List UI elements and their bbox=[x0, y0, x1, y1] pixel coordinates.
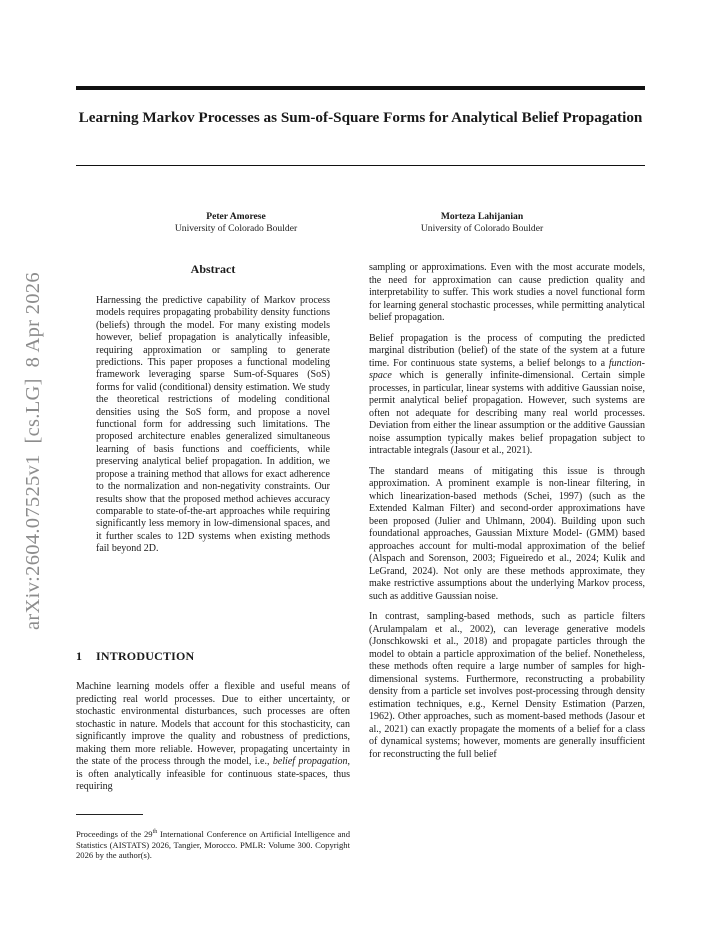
author-affiliation: University of Colorado Boulder bbox=[174, 223, 298, 234]
author-affiliation: University of Colorado Boulder bbox=[420, 223, 544, 234]
author-block-2 bbox=[382, 211, 582, 235]
emphasis-text: function-space bbox=[369, 357, 645, 381]
section-number: 1 bbox=[76, 649, 83, 663]
right-column bbox=[369, 262, 645, 769]
author-name: Morteza Lahijanian bbox=[440, 211, 524, 222]
title-bottom-rule bbox=[76, 165, 645, 166]
abstract-text: Harnessing the predictive capability of Markov process models requires propagating probability density functions (beliefs) through the model. For many existing models however, belief propagation is analytically infeasible, requiring approximation or sampling to generate predictions. This paper proposes a functional modeling framework leveraging sparse Sum-of-Squares (SoS) forms for valid (conditional) density estimation. We study the theoretical restrictions of modeling conditional densities using the SoS form, and propose a novel functional form for addressing such limitations. The proposed architecture enables generalized simultaneous learning of basis functions and coefficients, while preserving analytical belief propagation. In addition, we propose a training method that allows for exact adherence to the normalization and non-negativity constraints. Our results show that the proposed method achieves accuracy comparable to state-of-the-art approaches while requiring significantly less memory in low-dimensional spaces, and it further scales to 12D systems when existing methods fail beyond 2D. bbox=[96, 295, 330, 555]
intro-paragraph: Machine learning models offer a flexible and useful means of predicting real world processes. Due to either uncertainty, or stochastic environmental disturbances, such processes are often stochastic in nature. Models that account for this stochasticity, can significantly improve the quality and robustness of predictions, making them more reliable. However, propagating uncertainty in the state of the process through the model, i.e., belief propagation, is often analytically infeasible for continuous state-spaces, thus requiring bbox=[76, 681, 350, 792]
arxiv-stamp: arXiv:2604.07525v1 [cs.LG] 8 Apr 2026 bbox=[22, 272, 44, 630]
body-paragraph: The standard means of mitigating this issue is through approximation. A prominent example is non-linear filtering, in which linearization-based methods (Schei, 1997) (such as the Extended Kalman Filter) and second-order approximations have been proposed (Julier and Uhlmann, 2004). Building upon such foundational approaches, Gaussian Mixture Model- (GMM) based approaches account for multi-modal approximation of the belief (Alspach and Sorenson, 2003; Figueiredo et al., 2024; Kulik and LeGrand, 2024). Not only are these methods approximate, they make restrictive assumptions about the underlying Markov process, such as additive Gaussian noise. bbox=[369, 465, 645, 602]
footnote-rule bbox=[76, 814, 143, 815]
author-name: Peter Amorese bbox=[206, 211, 266, 222]
emphasis-text: belief propagation bbox=[272, 756, 348, 767]
section-title: INTRODUCTION bbox=[96, 649, 195, 663]
body-paragraph: In contrast, sampling-based methods, such as particle filters (Arulampalam et al., 2002), can leverage generative models (Jonschkowski et al., 2018) and propagate particles through the model to obtain a particle approximation of the belief. Nonetheless, these methods often require a large number of samples for high-dimensional systems. Furthermore, reconstructing a probability density from a particle set involves post-processing through density estimation techniques, e.g., Kernel Density Estimation (Parzen, 1962). Other approaches, such as moment-based methods (Jasour et al., 2021) can exactly propagate the moments of a belief for a class of dynamical systems; however, moments are generally insufficient for reconstructing the full belief bbox=[369, 611, 645, 760]
title-top-rule bbox=[76, 86, 645, 90]
body-paragraph: sampling or approximations. Even with the most accurate models, the need for approximation can cause prediction quality and interpretability to suffer. This work studies a novel functional form for learning general stochastic processes, while permitting analytical belief propagation. bbox=[369, 262, 645, 323]
author-block-1 bbox=[136, 211, 336, 235]
abstract-heading: Abstract bbox=[190, 262, 236, 276]
body-paragraph: Belief propagation is the process of computing the predicted marginal distribution (belief) of the state of the system at a future time. For continuous state systems, a belief belongs to a function-space which is generally infinite-dimensional. Certain simple processes, in particular, linear systems with additive Gaussian noise, permit analytical belief propagation. However, such systems are often not adequate for describing many real world processes. Deviation from either the linear assumption or the additive Gaussian noise assumption typically makes belief propagation subject to intractable integrals (Jasour et al., 2021). bbox=[369, 332, 645, 456]
section-heading bbox=[76, 649, 194, 664]
paper-title: Learning Markov Processes as Sum-of-Square Forms for Analytical Belief Propagation bbox=[78, 109, 643, 126]
proceedings-footnote: Proceedings of the 29th International Conference on Artificial Intelligence and Statistics (AISTATS) 2026, Tangier, Morocco. PMLR: Volume 300. Copyright 2026 by the author(s). bbox=[76, 828, 351, 861]
intro-column bbox=[76, 681, 350, 802]
